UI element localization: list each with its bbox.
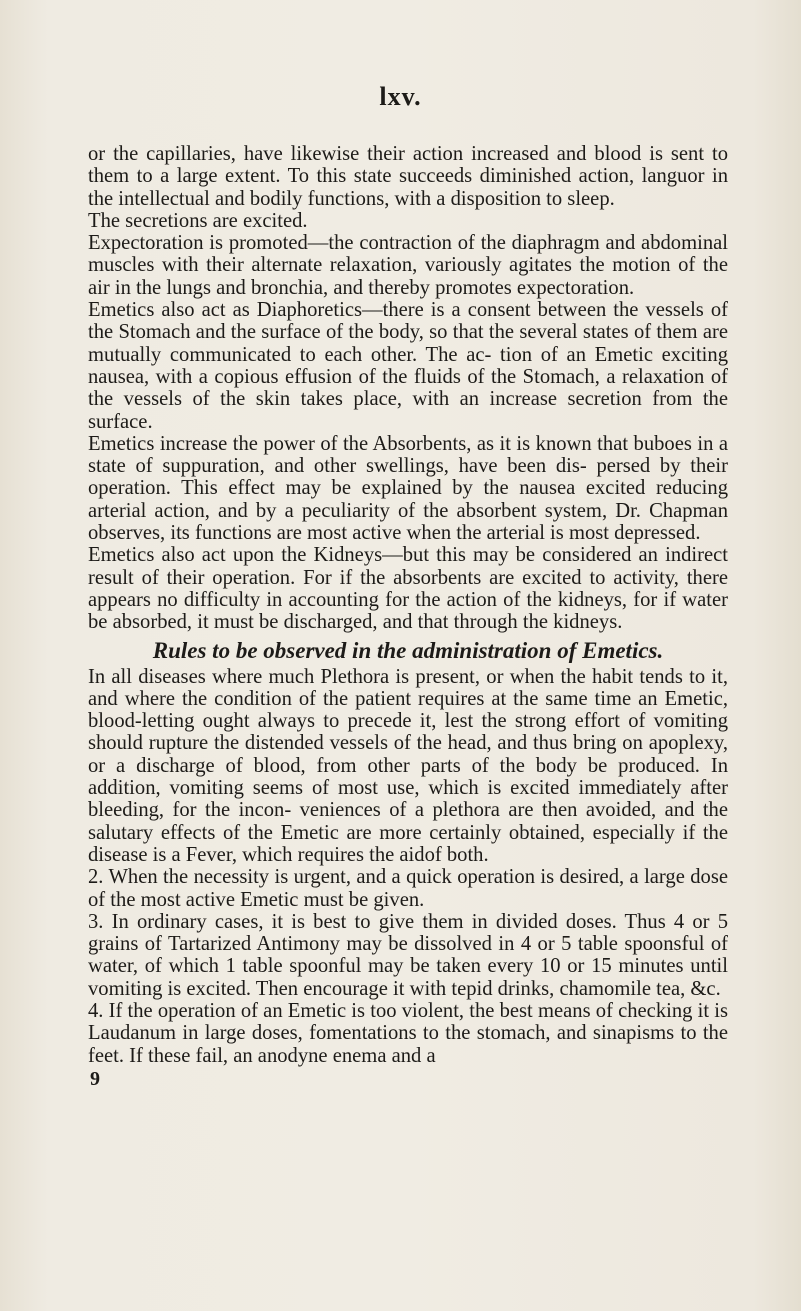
paragraph-secretions: The secretions are excited. [88,209,308,232]
paragraph-diaphoretics: Emetics also act as Diaphoretics—there is a consent between the vessels of the Stomach and the surface of the body, so that the several states of them are mutually communicated to each other. The ac- tion of an Emetic exciting nausea, with a copious effusion of the fluids of the Stomach, a relaxation of the vessels of the skin takes place, with an increase secretion from the surface. [88,299,728,433]
paragraph-kidneys: Emetics also act upon the Kidneys—but this may be considered an indirect result of their operation. For if the absorbents are excited to activity, there appears no difficulty in accounting for the action of the kidneys, for if water be absorbed, it must be discharged, and that through the kidneys. [88,544,728,634]
signature-mark: 9 [90,1068,100,1090]
paragraph-absorbents: Emetics increase the power of the Absorbents, as it is known that buboes in a state of suppuration, and other swellings, have been dis- persed by their operation. This effect may be explained by the nausea excited reducing arterial action, and by a peculiarity of the absorbent system, Dr. Chapman observes, its functions are most active when the arterial is most depressed. [88,432,728,545]
paragraph-expectoration: Expectoration is promoted—the contraction of the diaphragm and abdominal muscles with their alternate relaxation, variously agitates the motion of the air in the lungs and bronchia, and thereby promotes expectoration. [88,232,728,299]
page-number: lxv. [379,82,422,111]
section-heading: Rules to be observed in the administration of Emetics. [152,637,664,663]
rule-3: 3. In ordinary cases, it is best to give them in divided doses. Thus 4 or 5 grains of Tartarized Antimony may be dissolved in 4 or 5 table spoonsful of water, of which 1 table spoonful may be taken every 10 or 15 minutes until vomiting is excited. Then encourage it with tepid drinks, chamomile tea, &c. [88,910,728,1000]
page-body [88,143,728,1067]
paragraph-capillaries: or the capillaries, have likewise their action increased and blood is sent to them to a large extent. To this state succeeds diminished action, languor in the intellectual and bodily functions, with a disposition to sleep. [88,143,728,210]
rule-4: 4. If the operation of an Emetic is too violent, the best means of checking it is Laudanum in large doses, fomentations to the stomach, and sinapisms to the feet. If these fail, an anodyne enema and a [88,999,728,1067]
rule-2: 2. When the necessity is urgent, and a quick operation is desired, a large dose of the most active Emetic must be given. [88,866,728,911]
rule-1: In all diseases where much Plethora is present, or when the habit tends to it, and where the condition of the patient requires at the same time an Emetic, blood-letting ought always to precede it, lest the strong effort of vomiting should rupture the distended vessels of the head, and thus bring on apoplexy, or a discharge of blood, from other parts of the body be produced. In addition, vomiting seems of most use, which is excited immediately after bleeding, for the incon- veniences of a plethora are then avoided, and the salutary effects of the Emetic are more certainly obtained, especially if the disease is a Fever, which requires the aidof both. [88,665,728,866]
